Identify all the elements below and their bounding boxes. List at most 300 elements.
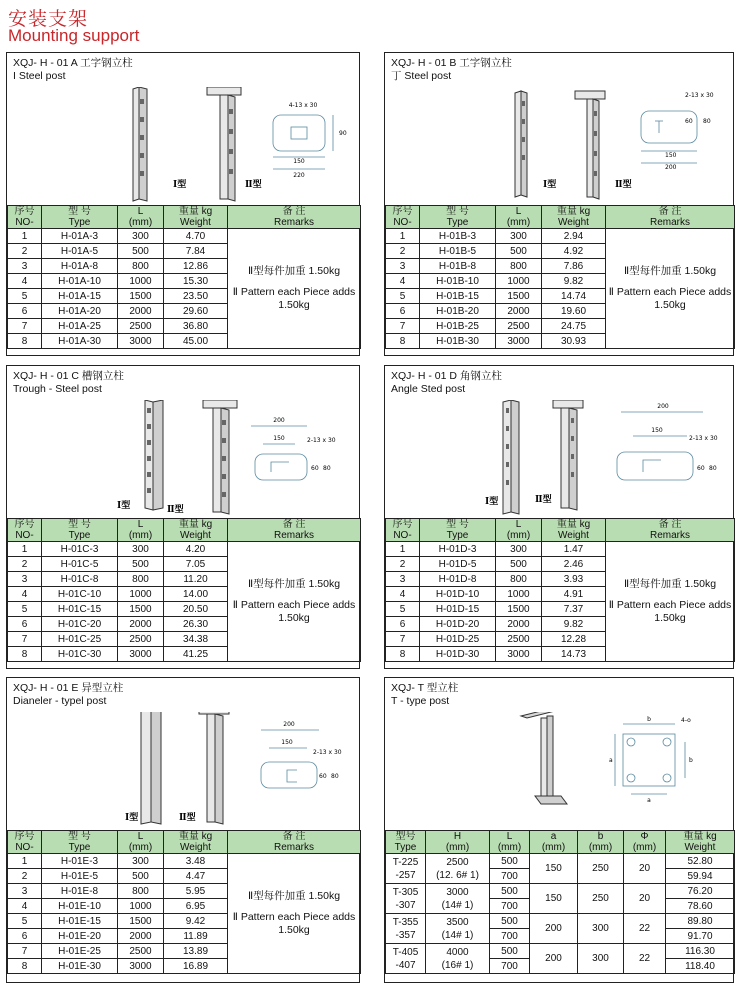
row-no: 7 (8, 632, 42, 647)
panel-h01b (384, 52, 734, 356)
dim-text: 4-13 x 30 (288, 102, 318, 109)
post-drawing (385, 400, 733, 518)
row-no: 7 (386, 319, 420, 334)
row-weight: 78.60 (666, 899, 735, 914)
col-no-header (386, 519, 420, 542)
row-no: 5 (8, 914, 42, 929)
col-b-header-line2: (mm) (588, 842, 613, 853)
row-length: 2000 (496, 617, 542, 632)
row-weight: 91.70 (666, 929, 735, 944)
col-weight-header-line2: Weight (180, 842, 211, 853)
type-label-1: Ⅰ型 (485, 497, 499, 507)
row-type: H-01A-20 (42, 304, 118, 319)
row-length: 2000 (496, 304, 542, 319)
row-length: 1000 (118, 587, 164, 602)
row-length: 2500 (118, 632, 164, 647)
row-no: 2 (386, 557, 420, 572)
remark-cn: Ⅱ型每件加重 1.50kg (247, 578, 341, 590)
col-remarks-header (228, 519, 361, 542)
row-weight: 7.37 (542, 602, 606, 617)
table-row (386, 884, 735, 899)
row-a: 200 (530, 944, 578, 974)
row-length: 700 (490, 869, 530, 884)
panel-h01a (6, 52, 360, 356)
dim-text: 80 (709, 465, 717, 472)
row-length: 300 (118, 854, 164, 869)
col-l-header-line2: (mm) (497, 842, 522, 853)
row-weight: 11.89 (164, 929, 228, 944)
row-weight: 9.82 (542, 274, 606, 289)
row-h (426, 854, 490, 884)
row-weight: 3.48 (164, 854, 228, 869)
row-no: 3 (386, 572, 420, 587)
row-weight: 4.47 (164, 869, 228, 884)
col-weight-header-line2: Weight (558, 530, 589, 541)
col-no-header (8, 519, 42, 542)
row-a: 200 (530, 914, 578, 944)
row-weight: 118.40 (666, 959, 735, 974)
page-title-en: Mounting support (8, 26, 140, 45)
col-no-header-line1: 序号 (392, 519, 413, 530)
row-h (426, 914, 490, 944)
col-weight-header-line2: Weight (180, 217, 211, 228)
row-weight: 29.60 (164, 304, 228, 319)
panel-subtitle: Angle Sted post (391, 383, 466, 395)
remark-en: Ⅱ Pattern each Piece adds 1.50kg (608, 286, 732, 311)
type-label-1: Ⅰ型 (125, 813, 139, 823)
row-length: 2500 (496, 319, 542, 334)
dim-text: 150 (293, 158, 305, 165)
col-l-header (496, 206, 542, 229)
row-no: 4 (386, 587, 420, 602)
dim-text: 200 (283, 721, 295, 728)
row-no: 6 (8, 929, 42, 944)
row-weight: 7.84 (164, 244, 228, 259)
row-weight: 52.80 (666, 854, 735, 869)
row-type-line1: T-305 (392, 886, 419, 898)
row-type: H-01E-10 (42, 899, 118, 914)
row-no: 6 (386, 617, 420, 632)
row-type: H-01C-25 (42, 632, 118, 647)
row-length: 1500 (496, 602, 542, 617)
row-weight: 14.00 (164, 587, 228, 602)
row-length: 300 (118, 229, 164, 244)
header-row (386, 519, 735, 542)
row-type: H-01D-25 (420, 632, 496, 647)
dim-text: 200 (273, 417, 285, 424)
row-length: 500 (118, 869, 164, 884)
row-weight: 5.95 (164, 884, 228, 899)
row-type: H-01C-5 (42, 557, 118, 572)
post-drawing (385, 87, 733, 205)
row-b: 300 (578, 914, 624, 944)
dim-text: 150 (651, 427, 663, 434)
col-remarks-header (228, 206, 361, 229)
row-no: 1 (386, 229, 420, 244)
row-phi: 22 (624, 914, 666, 944)
row-weight: 6.95 (164, 899, 228, 914)
row-phi: 20 (624, 854, 666, 884)
row-type: H-01B-25 (420, 319, 496, 334)
page-title-cn: 安装支架 (8, 8, 89, 30)
row-type: H-01E-15 (42, 914, 118, 929)
remark-en: Ⅱ Pattern each Piece adds 1.50kg (232, 599, 356, 624)
dim-text: 90 (339, 130, 347, 137)
col-l-header (118, 206, 164, 229)
row-weight: 36.80 (164, 319, 228, 334)
row-no: 6 (8, 304, 42, 319)
col-remarks-header-line1: 备 注 (282, 206, 306, 217)
row-type: H-01C-3 (42, 542, 118, 557)
row-type: H-01D-5 (420, 557, 496, 572)
row-h (426, 884, 490, 914)
row-weight: 3.93 (542, 572, 606, 587)
remarks-cell (606, 542, 735, 662)
col-weight-header (542, 519, 606, 542)
col-no-header-line2: NO- (393, 217, 412, 228)
row-phi: 22 (624, 944, 666, 974)
row-length: 500 (490, 854, 530, 869)
col-type-header (386, 831, 426, 854)
row-length: 500 (490, 884, 530, 899)
row-no: 8 (8, 647, 42, 662)
panel-subtitle: T - type post (391, 695, 450, 707)
row-weight: 7.05 (164, 557, 228, 572)
row-weight: 11.20 (164, 572, 228, 587)
row-no: 3 (8, 259, 42, 274)
row-no: 1 (386, 542, 420, 557)
col-h-header-line2: (mm) (445, 842, 470, 853)
row-type: H-01C-15 (42, 602, 118, 617)
col-l-header-line2: (mm) (506, 530, 531, 541)
row-type: H-01A-3 (42, 229, 118, 244)
row-length: 3000 (496, 334, 542, 349)
row-length: 3000 (118, 647, 164, 662)
col-type-header (420, 206, 496, 229)
dim-text: b (689, 757, 693, 764)
row-no: 8 (8, 334, 42, 349)
col-type-header-line2: Type (68, 217, 91, 228)
col-a-header-line2: (mm) (541, 842, 566, 853)
type-label-2: Ⅱ型 (615, 180, 632, 190)
row-weight: 24.75 (542, 319, 606, 334)
col-w-header-line1: 重量 kg (683, 831, 717, 842)
row-type-line2: -357 (395, 929, 416, 941)
row-weight: 9.42 (164, 914, 228, 929)
row-no: 2 (8, 869, 42, 884)
row-weight: 116.30 (666, 944, 735, 959)
col-remarks-header-line1: 备 注 (658, 519, 682, 530)
panel-subtitle: 丁 Steel post (391, 70, 452, 82)
row-type: H-01C-20 (42, 617, 118, 632)
spec-table (7, 518, 361, 662)
col-l-header-line1: L (137, 206, 144, 217)
panel-title: XQJ- H - 01 E 异型立柱 (13, 682, 124, 694)
col-type-header-line1: 型 号 (68, 206, 91, 217)
row-type: H-01A-30 (42, 334, 118, 349)
row-no: 8 (386, 334, 420, 349)
row-type: H-01E-30 (42, 959, 118, 974)
row-length: 1500 (496, 289, 542, 304)
table-row (386, 854, 735, 869)
col-remarks-header (606, 206, 735, 229)
row-no: 4 (8, 274, 42, 289)
row-b: 300 (578, 944, 624, 974)
row-weight: 34.38 (164, 632, 228, 647)
row-weight: 12.28 (542, 632, 606, 647)
row-weight: 4.91 (542, 587, 606, 602)
dim-text: 2-13 x 30 (689, 435, 718, 442)
row-weight: 45.00 (164, 334, 228, 349)
col-weight-header (164, 831, 228, 854)
col-no-header-line1: 序号 (14, 519, 35, 530)
row-no: 5 (386, 602, 420, 617)
row-no: 5 (8, 602, 42, 617)
row-type: H-01E-8 (42, 884, 118, 899)
col-l-header-line1: L (506, 831, 513, 842)
col-type-header-line2: Type (446, 530, 469, 541)
remark-cn: Ⅱ型每件加重 1.50kg (247, 265, 341, 277)
row-length: 2000 (118, 304, 164, 319)
table-row (386, 914, 735, 929)
col-type-header (42, 831, 118, 854)
remarks-cell (228, 229, 361, 349)
dim-text: 220 (293, 172, 305, 179)
col-type-header (42, 519, 118, 542)
row-type: H-01A-5 (42, 244, 118, 259)
dim-text: 60 (311, 465, 319, 472)
row-type: H-01E-3 (42, 854, 118, 869)
row-length: 2500 (496, 632, 542, 647)
type-label-2: Ⅱ型 (179, 813, 196, 823)
row-type: H-01A-25 (42, 319, 118, 334)
col-type-header-line1: 型 号 (68, 831, 91, 842)
remarks-cell (606, 229, 735, 349)
row-phi: 20 (624, 884, 666, 914)
col-a-header-line1: a (550, 831, 557, 842)
remark-cn: Ⅱ型每件加重 1.50kg (247, 890, 341, 902)
col-remarks-header-line2: Remarks (649, 217, 690, 228)
header-row (8, 831, 361, 854)
row-h-line2: (12. 6# 1) (436, 869, 479, 881)
row-h (426, 944, 490, 974)
row-weight: 4.70 (164, 229, 228, 244)
row-weight: 16.89 (164, 959, 228, 974)
col-weight-header-line1: 重量 kg (178, 831, 213, 842)
row-type: H-01B-5 (420, 244, 496, 259)
row-b: 250 (578, 854, 624, 884)
col-l-header-line2: (mm) (506, 217, 531, 228)
col-no-header-line1: 序号 (392, 206, 413, 217)
col-l-header-line1: L (515, 206, 522, 217)
type-label-2: Ⅱ型 (245, 180, 262, 190)
panel-title: XQJ- H - 01 A 工字钢立柱 (13, 57, 133, 69)
row-length: 300 (118, 542, 164, 557)
row-length: 1000 (496, 274, 542, 289)
dim-text: 150 (273, 435, 285, 442)
row-weight: 9.82 (542, 617, 606, 632)
row-type: H-01D-15 (420, 602, 496, 617)
dim-text: 2-13 x 30 (313, 749, 342, 756)
col-no-header (8, 831, 42, 854)
panel-h01d (384, 365, 734, 669)
row-weight: 1.47 (542, 542, 606, 557)
col-l-header-line1: L (515, 519, 522, 530)
col-b-header-line1: b (597, 831, 604, 842)
col-w-header-line2: Weight (684, 842, 716, 853)
row-length: 300 (496, 229, 542, 244)
row-weight: 4.92 (542, 244, 606, 259)
row-weight: 26.30 (164, 617, 228, 632)
row-length: 500 (490, 914, 530, 929)
row-weight: 12.86 (164, 259, 228, 274)
panel-title: XQJ- T 型立柱 (391, 682, 459, 694)
col-weight-header-line2: Weight (180, 530, 211, 541)
table-row (8, 854, 361, 869)
row-a: 150 (530, 884, 578, 914)
row-type-line1: T-355 (392, 916, 419, 928)
col-remarks-header-line2: Remarks (273, 530, 314, 541)
row-type: H-01B-30 (420, 334, 496, 349)
row-no: 4 (386, 274, 420, 289)
table-row (8, 542, 361, 557)
col-a-header (530, 831, 578, 854)
col-l-header (490, 831, 530, 854)
col-no-header (386, 206, 420, 229)
row-h-line1: 4000 (446, 946, 469, 958)
col-l-header-line1: L (137, 831, 144, 842)
row-length: 500 (496, 244, 542, 259)
col-no-header-line2: NO- (15, 842, 34, 853)
type-label-2: Ⅱ型 (167, 505, 184, 515)
col-remarks-header-line2: Remarks (273, 217, 314, 228)
row-type: H-01D-30 (420, 647, 496, 662)
col-remarks-header-line1: 备 注 (282, 831, 306, 842)
col-weight-header-line1: 重量 kg (178, 519, 213, 530)
col-type-header-line2: Type (68, 842, 91, 853)
panel-h01e (6, 677, 360, 983)
col-weight-header (164, 206, 228, 229)
row-length: 700 (490, 899, 530, 914)
col-remarks-header-line2: Remarks (649, 530, 690, 541)
row-type-line1: T-405 (392, 946, 419, 958)
row-h-line1: 2500 (446, 856, 469, 868)
row-no: 8 (8, 959, 42, 974)
t-post-drawing (385, 712, 733, 830)
col-l-header-line1: L (137, 519, 144, 530)
row-length: 500 (118, 557, 164, 572)
col-type-header (420, 519, 496, 542)
row-length: 500 (118, 244, 164, 259)
spec-table (385, 518, 735, 662)
type-label-2: Ⅱ型 (535, 495, 552, 505)
row-weight: 4.20 (164, 542, 228, 557)
row-length: 800 (118, 259, 164, 274)
row-length: 3000 (496, 647, 542, 662)
col-l-header-line2: (mm) (128, 842, 153, 853)
row-type: H-01D-8 (420, 572, 496, 587)
row-length: 800 (118, 884, 164, 899)
row-length: 1500 (118, 914, 164, 929)
table-row (386, 944, 735, 959)
remark-en: Ⅱ Pattern each Piece adds 1.50kg (232, 911, 356, 936)
row-h-line1: 3500 (446, 916, 469, 928)
header-row (8, 206, 361, 229)
row-length: 2500 (118, 944, 164, 959)
col-no-header-line2: NO- (393, 530, 412, 541)
panel-title: XQJ- H - 01 D 角钢立柱 (391, 370, 502, 382)
row-no: 7 (8, 319, 42, 334)
col-l-header (118, 519, 164, 542)
remark-cn: Ⅱ型每件加重 1.50kg (623, 265, 717, 277)
panel-title: XQJ- H - 01 B 工字钢立柱 (391, 57, 512, 69)
row-no: 5 (386, 289, 420, 304)
spec-table (7, 830, 361, 974)
col-l-header-line2: (mm) (128, 217, 153, 228)
row-no: 2 (8, 244, 42, 259)
row-length: 700 (490, 959, 530, 974)
col-weight-header-line1: 重量 kg (178, 206, 213, 217)
row-no: 7 (386, 632, 420, 647)
row-type (386, 854, 426, 884)
row-no: 3 (386, 259, 420, 274)
dim-text: 4-o (681, 717, 691, 724)
row-type: H-01C-8 (42, 572, 118, 587)
post-drawing (7, 400, 359, 518)
row-type: H-01E-20 (42, 929, 118, 944)
row-type (386, 944, 426, 974)
panel-title: XQJ- H - 01 C 槽钢立柱 (13, 370, 124, 382)
row-length: 800 (496, 572, 542, 587)
col-remarks-header (228, 831, 361, 854)
col-type-header-line2: Type (394, 842, 417, 853)
dim-text: a (647, 797, 651, 804)
row-type: H-01D-10 (420, 587, 496, 602)
row-weight: 2.94 (542, 229, 606, 244)
col-weight-header-line2: Weight (558, 217, 589, 228)
col-weight-header (542, 206, 606, 229)
type-label-1: Ⅰ型 (117, 501, 131, 511)
row-weight: 14.74 (542, 289, 606, 304)
header-row (386, 206, 735, 229)
row-no: 2 (8, 557, 42, 572)
row-type-line2: -407 (395, 959, 416, 971)
col-phi-header-line2: (mm) (632, 842, 657, 853)
col-type-header (42, 206, 118, 229)
col-no-header-line2: NO- (15, 217, 34, 228)
panel-h01c (6, 365, 360, 669)
row-length: 2500 (118, 319, 164, 334)
panel-t-type (384, 677, 734, 983)
header-row (386, 831, 735, 854)
row-no: 2 (386, 244, 420, 259)
row-type: H-01A-10 (42, 274, 118, 289)
row-type: H-01D-3 (420, 542, 496, 557)
type-label-1: Ⅰ型 (173, 180, 187, 190)
row-type-line1: T-225 (392, 856, 419, 868)
row-no: 1 (8, 854, 42, 869)
row-type: H-01D-20 (420, 617, 496, 632)
row-weight: 19.60 (542, 304, 606, 319)
row-length: 2000 (118, 929, 164, 944)
col-type-header-line1: 型 号 (446, 519, 469, 530)
row-type: H-01E-5 (42, 869, 118, 884)
col-no-header-line1: 序号 (14, 831, 35, 842)
row-length: 800 (118, 572, 164, 587)
col-type-header-line2: Type (68, 530, 91, 541)
table-row (8, 229, 361, 244)
row-type: H-01C-10 (42, 587, 118, 602)
